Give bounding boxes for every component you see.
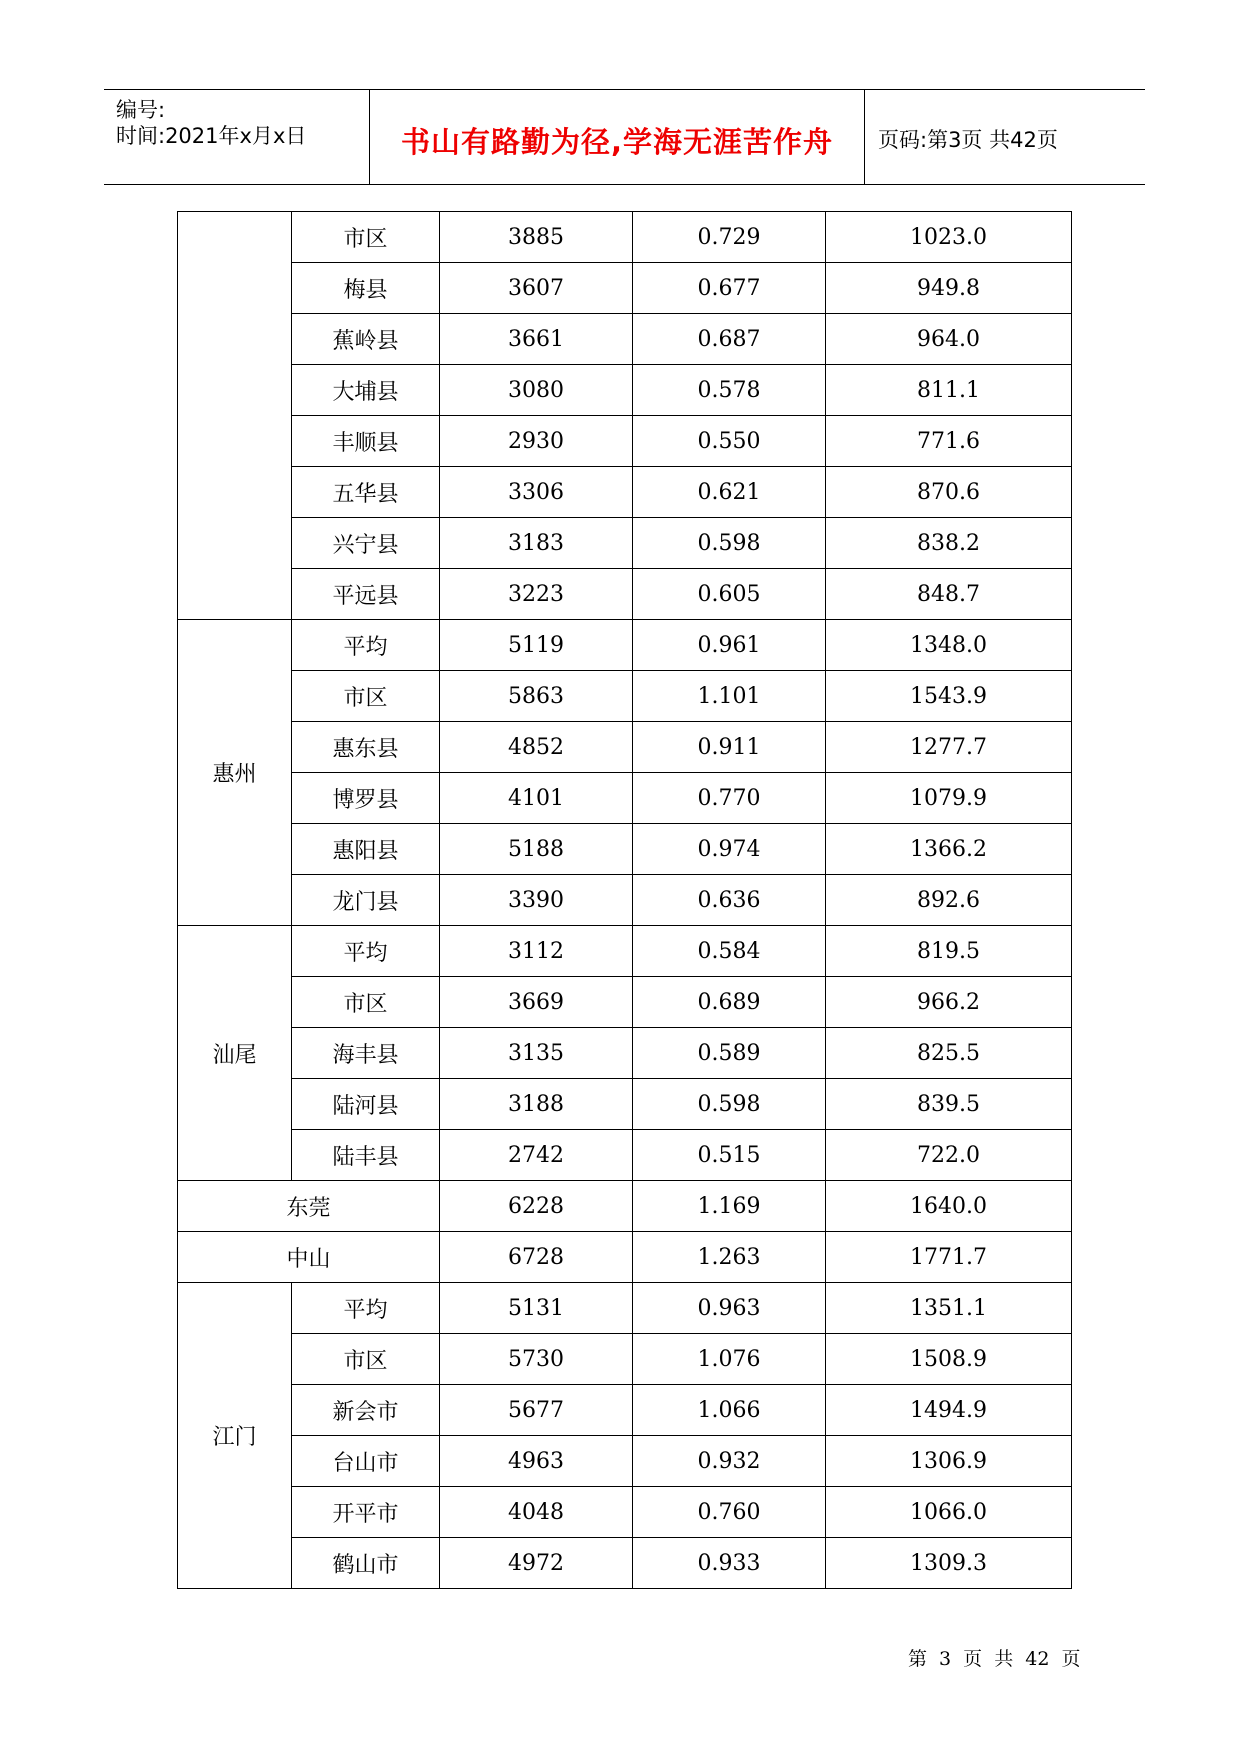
ratio-cell: 0.598: [633, 518, 826, 569]
value-cell: 3112: [440, 926, 633, 977]
area-cell: 平均: [292, 620, 440, 671]
value-cell: 5730: [440, 1334, 633, 1385]
table-row: [178, 1232, 1072, 1283]
table-row: [178, 1487, 1072, 1538]
amount-cell: 1023.0: [826, 212, 1072, 263]
table-row: [178, 773, 1072, 824]
ratio-cell: 0.729: [633, 212, 826, 263]
ratio-cell: 0.621: [633, 467, 826, 518]
amount-cell: 838.2: [826, 518, 1072, 569]
table-row: [178, 620, 1072, 671]
amount-cell: 722.0: [826, 1130, 1072, 1181]
table-row: [178, 518, 1072, 569]
amount-cell: 1066.0: [826, 1487, 1072, 1538]
area-cell: 惠阳县: [292, 824, 440, 875]
ratio-cell: 0.770: [633, 773, 826, 824]
value-cell: 5119: [440, 620, 633, 671]
value-cell: 4101: [440, 773, 633, 824]
value-cell: 2742: [440, 1130, 633, 1181]
value-cell: 3390: [440, 875, 633, 926]
value-cell: 5188: [440, 824, 633, 875]
ratio-cell: 1.076: [633, 1334, 826, 1385]
ratio-cell: 0.687: [633, 314, 826, 365]
value-cell: 3183: [440, 518, 633, 569]
ratio-cell: 0.550: [633, 416, 826, 467]
value-cell: 3885: [440, 212, 633, 263]
area-cell: 台山市: [292, 1436, 440, 1487]
amount-cell: 1640.0: [826, 1181, 1072, 1232]
ratio-cell: 0.584: [633, 926, 826, 977]
area-cell: 市区: [292, 977, 440, 1028]
table-row: [178, 1130, 1072, 1181]
value-cell: 4048: [440, 1487, 633, 1538]
area-cell: 平均: [292, 926, 440, 977]
amount-cell: 1508.9: [826, 1334, 1072, 1385]
table-row: [178, 1028, 1072, 1079]
value-cell: 4963: [440, 1436, 633, 1487]
value-cell: 2930: [440, 416, 633, 467]
table-row: [178, 1538, 1072, 1589]
ratio-cell: 0.760: [633, 1487, 826, 1538]
amount-cell: 1494.9: [826, 1385, 1072, 1436]
table-row: [178, 1181, 1072, 1232]
document-time-label: 时间:2021年x月x日: [116, 124, 307, 148]
area-cell: 市区: [292, 671, 440, 722]
ratio-cell: 0.605: [633, 569, 826, 620]
area-cell: 蕉岭县: [292, 314, 440, 365]
table-row: [178, 416, 1072, 467]
region-cell: 中山: [178, 1232, 440, 1283]
value-cell: 3669: [440, 977, 633, 1028]
amount-cell: 870.6: [826, 467, 1072, 518]
value-cell: 6728: [440, 1232, 633, 1283]
amount-cell: 819.5: [826, 926, 1072, 977]
header-motto-cell: [370, 90, 865, 184]
table-row: [178, 1385, 1072, 1436]
header-page-number: 页码:第3页 共42页: [878, 128, 1058, 152]
amount-cell: 839.5: [826, 1079, 1072, 1130]
amount-cell: 1351.1: [826, 1283, 1072, 1334]
amount-cell: 1277.7: [826, 722, 1072, 773]
motto-text: 书山有路勤为径,学海无涯苦作舟: [400, 125, 834, 159]
value-cell: 3188: [440, 1079, 633, 1130]
area-cell: 龙门县: [292, 875, 440, 926]
area-cell: 五华县: [292, 467, 440, 518]
amount-cell: 949.8: [826, 263, 1072, 314]
value-cell: 3306: [440, 467, 633, 518]
region-cell: 江门: [178, 1283, 292, 1589]
value-cell: 6228: [440, 1181, 633, 1232]
ratio-cell: 0.515: [633, 1130, 826, 1181]
value-cell: 3661: [440, 314, 633, 365]
area-cell: 开平市: [292, 1487, 440, 1538]
value-cell: 3607: [440, 263, 633, 314]
region-cell: [178, 212, 292, 620]
table-row: [178, 569, 1072, 620]
area-cell: 陆河县: [292, 1079, 440, 1130]
ratio-cell: 0.589: [633, 1028, 826, 1079]
value-cell: 4852: [440, 722, 633, 773]
region-cell: 东莞: [178, 1181, 440, 1232]
ratio-cell: 1.169: [633, 1181, 826, 1232]
area-cell: 兴宁县: [292, 518, 440, 569]
table-row: [178, 722, 1072, 773]
data-table-body: [178, 212, 1072, 1589]
amount-cell: 1079.9: [826, 773, 1072, 824]
table-row: [178, 1283, 1072, 1334]
ratio-cell: 0.677: [633, 263, 826, 314]
table-row: [178, 1436, 1072, 1487]
ratio-cell: 0.932: [633, 1436, 826, 1487]
table-row: [178, 875, 1072, 926]
amount-cell: 771.6: [826, 416, 1072, 467]
area-cell: 新会市: [292, 1385, 440, 1436]
amount-cell: 1366.2: [826, 824, 1072, 875]
ratio-cell: 0.961: [633, 620, 826, 671]
region-cell: 惠州: [178, 620, 292, 926]
ratio-cell: 0.911: [633, 722, 826, 773]
area-cell: 惠东县: [292, 722, 440, 773]
table-row: [178, 365, 1072, 416]
header-left-cell: [104, 90, 370, 184]
value-cell: 5863: [440, 671, 633, 722]
ratio-cell: 1.101: [633, 671, 826, 722]
page-footer: 第 3 页 共 42 页: [908, 1648, 1081, 1670]
amount-cell: 1771.7: [826, 1232, 1072, 1283]
amount-cell: 825.5: [826, 1028, 1072, 1079]
header-page-cell: [866, 90, 1145, 184]
amount-cell: 1306.9: [826, 1436, 1072, 1487]
ratio-cell: 0.933: [633, 1538, 826, 1589]
table-row: [178, 1079, 1072, 1130]
amount-cell: 964.0: [826, 314, 1072, 365]
amount-cell: 966.2: [826, 977, 1072, 1028]
area-cell: 市区: [292, 212, 440, 263]
value-cell: 3223: [440, 569, 633, 620]
amount-cell: 848.7: [826, 569, 1072, 620]
document-number-label: 编号:: [116, 98, 166, 122]
ratio-cell: 1.066: [633, 1385, 826, 1436]
area-cell: 梅县: [292, 263, 440, 314]
area-cell: 陆丰县: [292, 1130, 440, 1181]
region-cell: 汕尾: [178, 926, 292, 1181]
ratio-cell: 0.598: [633, 1079, 826, 1130]
ratio-cell: 0.963: [633, 1283, 826, 1334]
ratio-cell: 0.689: [633, 977, 826, 1028]
table-row: [178, 671, 1072, 722]
ratio-cell: 1.263: [633, 1232, 826, 1283]
ratio-cell: 0.974: [633, 824, 826, 875]
area-cell: 丰顺县: [292, 416, 440, 467]
amount-cell: 1348.0: [826, 620, 1072, 671]
area-cell: 博罗县: [292, 773, 440, 824]
page-header: [104, 89, 1145, 185]
area-cell: 海丰县: [292, 1028, 440, 1079]
table-row: [178, 1334, 1072, 1385]
area-cell: 大埔县: [292, 365, 440, 416]
table-row: [178, 926, 1072, 977]
value-cell: 4972: [440, 1538, 633, 1589]
ratio-cell: 0.578: [633, 365, 826, 416]
area-cell: 市区: [292, 1334, 440, 1385]
area-cell: 平远县: [292, 569, 440, 620]
table-row: [178, 263, 1072, 314]
value-cell: 5677: [440, 1385, 633, 1436]
table-row: [178, 467, 1072, 518]
data-table: [177, 211, 1072, 1589]
amount-cell: 1309.3: [826, 1538, 1072, 1589]
table-row: [178, 824, 1072, 875]
table-row: [178, 314, 1072, 365]
value-cell: 3135: [440, 1028, 633, 1079]
amount-cell: 892.6: [826, 875, 1072, 926]
table-row: [178, 212, 1072, 263]
ratio-cell: 0.636: [633, 875, 826, 926]
value-cell: 3080: [440, 365, 633, 416]
amount-cell: 811.1: [826, 365, 1072, 416]
amount-cell: 1543.9: [826, 671, 1072, 722]
table-row: [178, 977, 1072, 1028]
area-cell: 平均: [292, 1283, 440, 1334]
value-cell: 5131: [440, 1283, 633, 1334]
area-cell: 鹤山市: [292, 1538, 440, 1589]
